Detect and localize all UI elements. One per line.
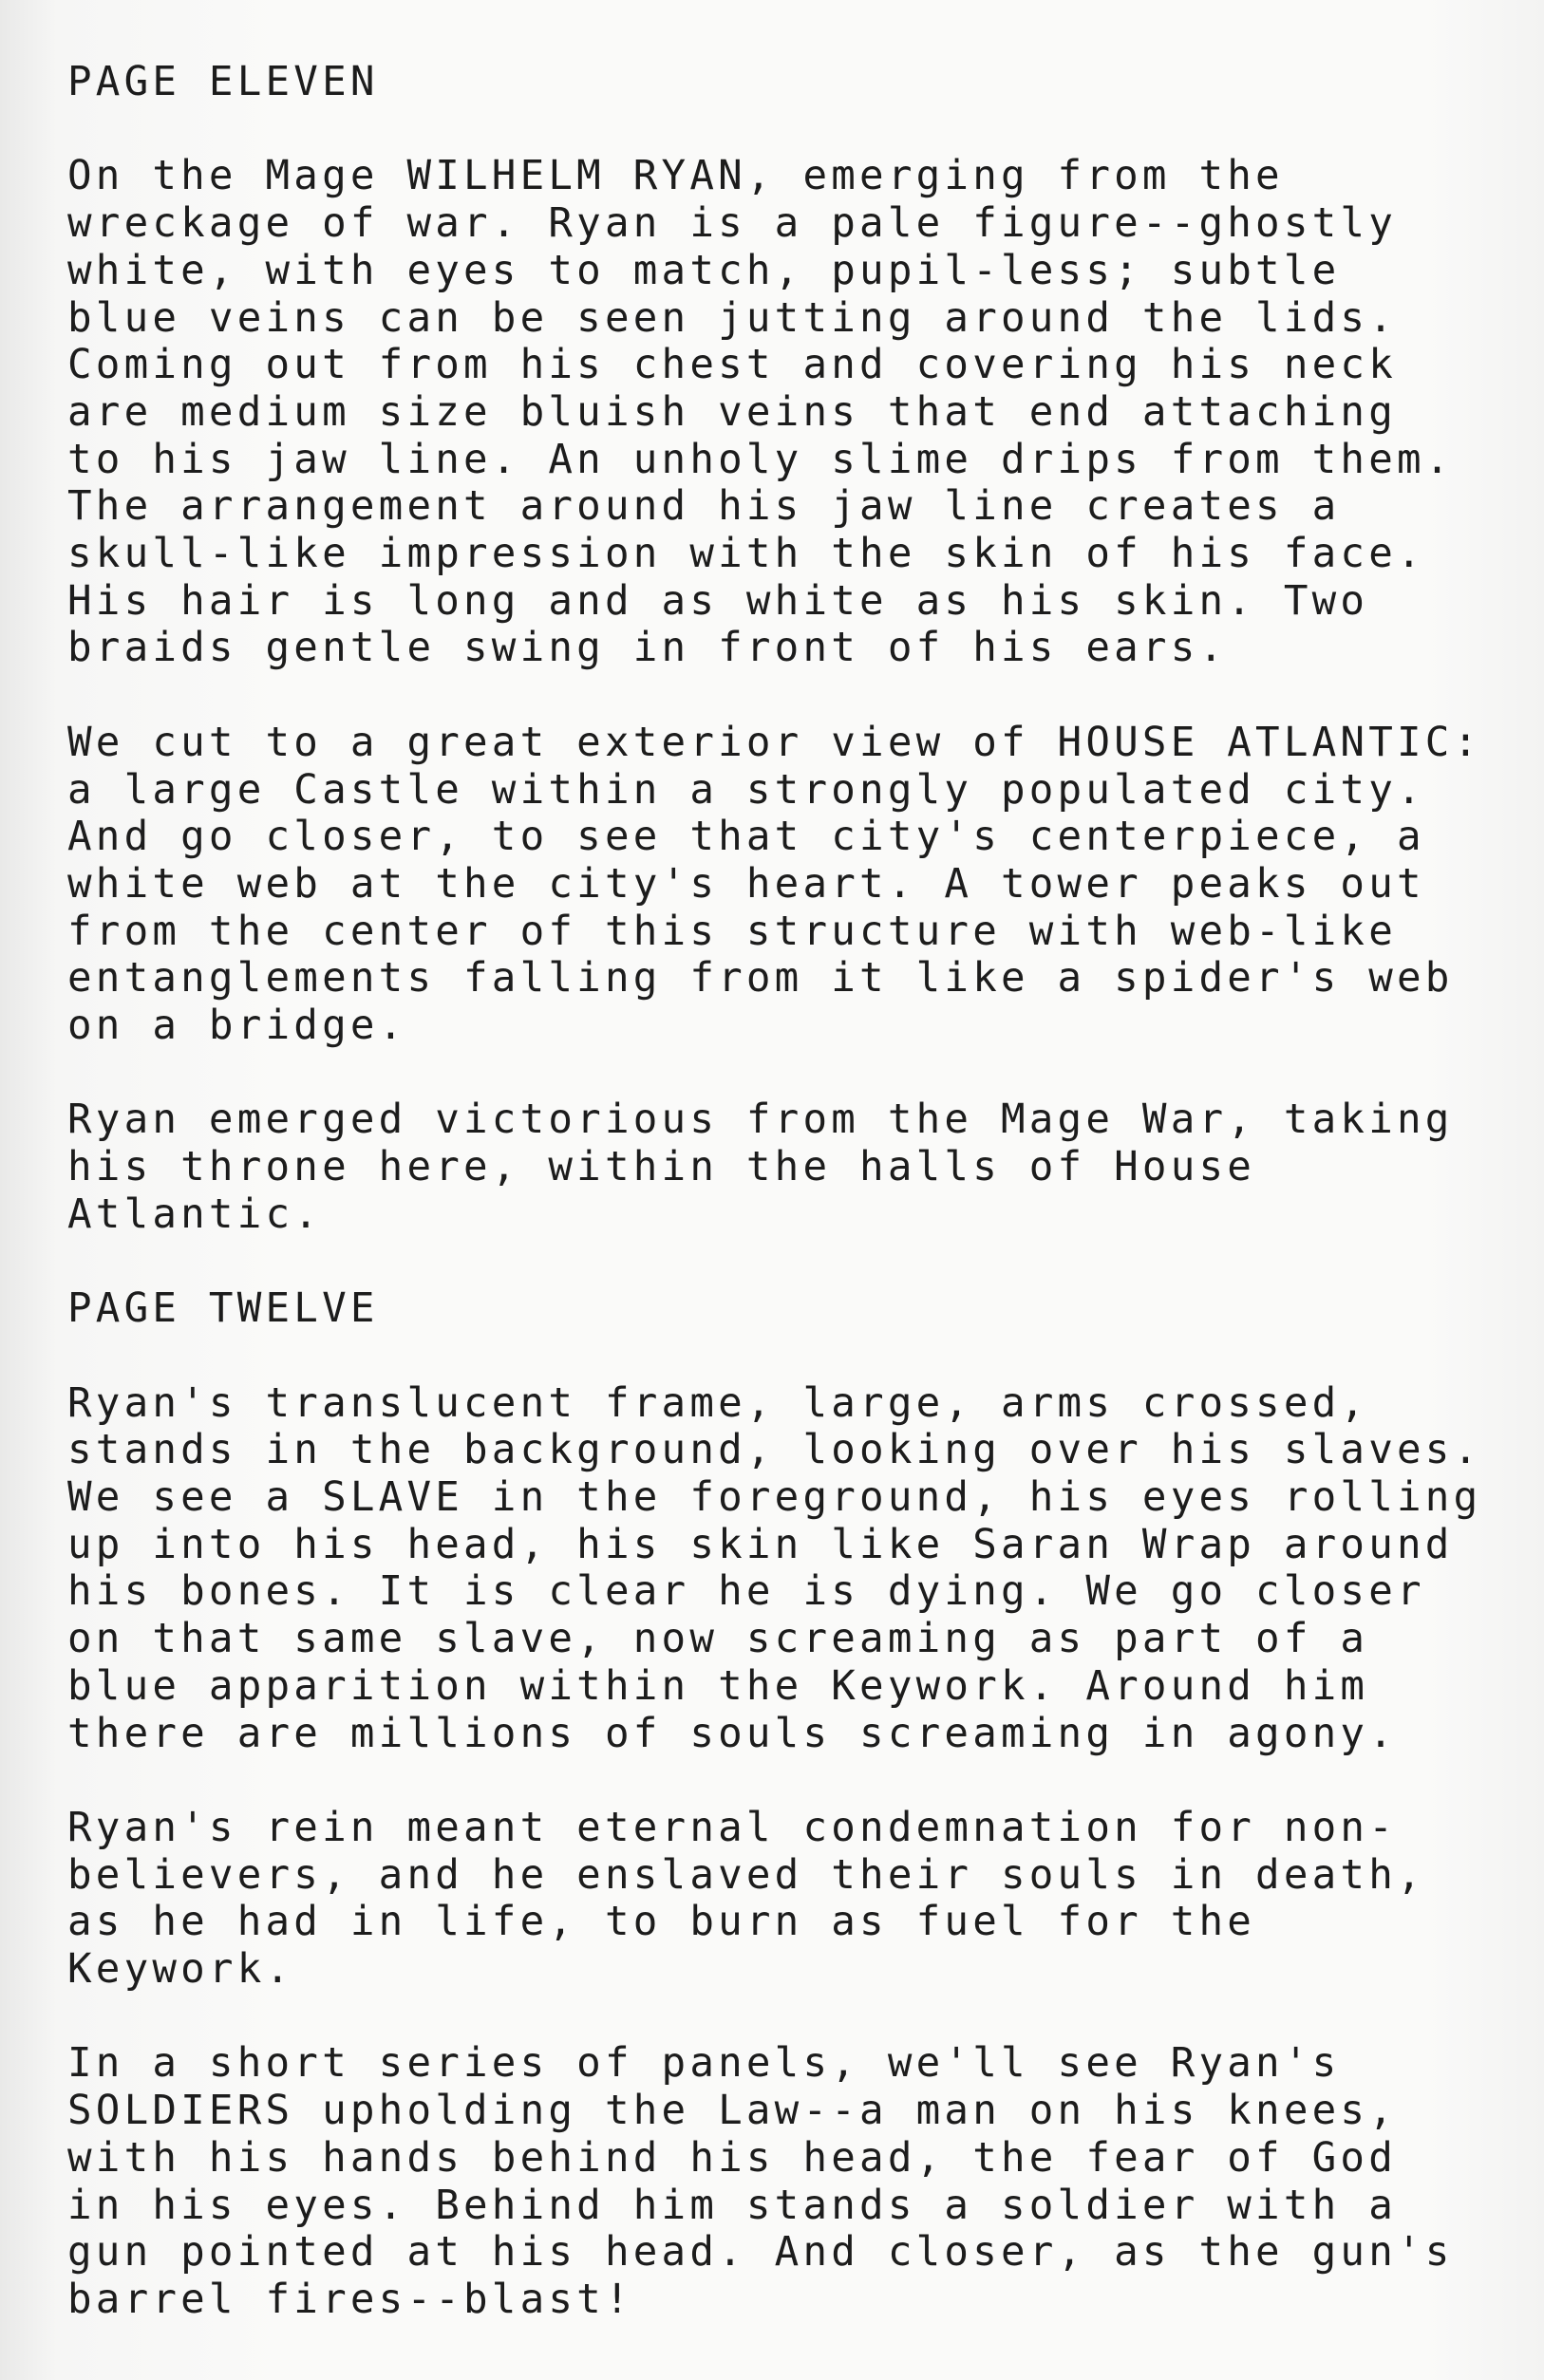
text-line: gun pointed at his head. And closer, as the gun's	[67, 2229, 1454, 2277]
text-line: in his eyes. Behind him stands a soldier with a	[67, 2182, 1397, 2229]
paragraph-house-atlantic	[67, 720, 1511, 1050]
paragraph-ryan-description	[67, 153, 1511, 672]
text-line: In a short series of panels, we'll see Ryan's	[67, 2040, 1341, 2088]
text-line: We cut to a great exterior view of HOUSE ATLANTIC:	[67, 719, 1482, 766]
text-line: on a bridge.	[67, 1003, 407, 1050]
text-line: Ryan emerged victorious from the Mage War, taking	[67, 1096, 1454, 1144]
text-line: Ryan's rein meant eternal condemnation for non-	[67, 1804, 1397, 1851]
paragraph-soldiers	[67, 2040, 1511, 2323]
text-line: to his jaw line. An unholy slime drips from them.	[67, 436, 1454, 483]
text-line: blue veins can be seen jutting around the lids.	[67, 294, 1397, 342]
paragraph-condemnation	[67, 1805, 1511, 1994]
text-line: braids gentle swing in front of his ears.	[67, 625, 1228, 672]
text-line: barrel fires--blast!	[67, 2276, 633, 2323]
text-line: Coming out from his chest and covering his neck	[67, 342, 1397, 389]
text-line: on that same slave, now screaming as part of a	[67, 1616, 1369, 1663]
text-line: blue apparition within the Keywork. Around him	[67, 1662, 1369, 1710]
text-line: stands in the background, looking over his slaves.	[67, 1427, 1482, 1474]
text-line: believers, and he enslaved their souls in death,	[67, 1851, 1425, 1899]
text-line: entanglements falling from it like a spider's web	[67, 955, 1454, 1003]
text-line: his bones. It is clear he is dying. We go closer	[67, 1568, 1425, 1616]
text-line: from the center of this structure with web-like	[67, 908, 1397, 955]
text-line: His hair is long and as white as his skin. Two	[67, 577, 1369, 625]
text-line: up into his head, his skin like Saran Wrap around	[67, 1521, 1454, 1568]
text-line: there are millions of souls screaming in agony.	[67, 1710, 1397, 1757]
paragraph-ryan-victorious	[67, 1096, 1511, 1238]
text-line: are medium size bluish veins that end attaching	[67, 388, 1397, 436]
text-line: white web at the city's heart. A tower peaks out	[67, 860, 1425, 908]
text-line: The arrangement around his jaw line creates a	[67, 483, 1341, 531]
text-line: SOLDIERS upholding the Law--a man on his knees,	[67, 2088, 1397, 2135]
text-line: On the Mage WILHELM RYAN, emerging from the	[67, 153, 1284, 200]
text-line: as he had in life, to burn as fuel for the	[67, 1899, 1256, 1946]
text-line: with his hands behind his head, the fear of God	[67, 2134, 1397, 2182]
text-line: white, with eyes to match, pupil-less; subtle	[67, 247, 1341, 294]
text-line: We see a SLAVE in the foreground, his eyes rolling	[67, 1474, 1482, 1522]
text-line: And go closer, to see that city's centerpiece, a	[67, 814, 1425, 861]
text-line: wreckage of war. Ryan is a pale figure--ghostly	[67, 200, 1397, 248]
text-line: skull-like impression with the skin of his face.	[67, 531, 1425, 578]
text-line: his throne here, within the halls of House	[67, 1144, 1256, 1191]
text-line: Atlantic.	[67, 1190, 323, 1238]
text-line: Keywork.	[67, 1946, 294, 1994]
paragraph-slave	[67, 1380, 1511, 1758]
page-eleven-heading	[67, 59, 1511, 106]
script-body	[67, 59, 1511, 2371]
section-heading: PAGE TWELVE	[67, 1285, 379, 1333]
section-heading: PAGE ELEVEN	[67, 59, 379, 105]
page-twelve-heading	[67, 1285, 1511, 1333]
text-line: a large Castle within a strongly populated city.	[67, 766, 1425, 814]
text-line: Ryan's translucent frame, large, arms crossed,	[67, 1379, 1369, 1427]
